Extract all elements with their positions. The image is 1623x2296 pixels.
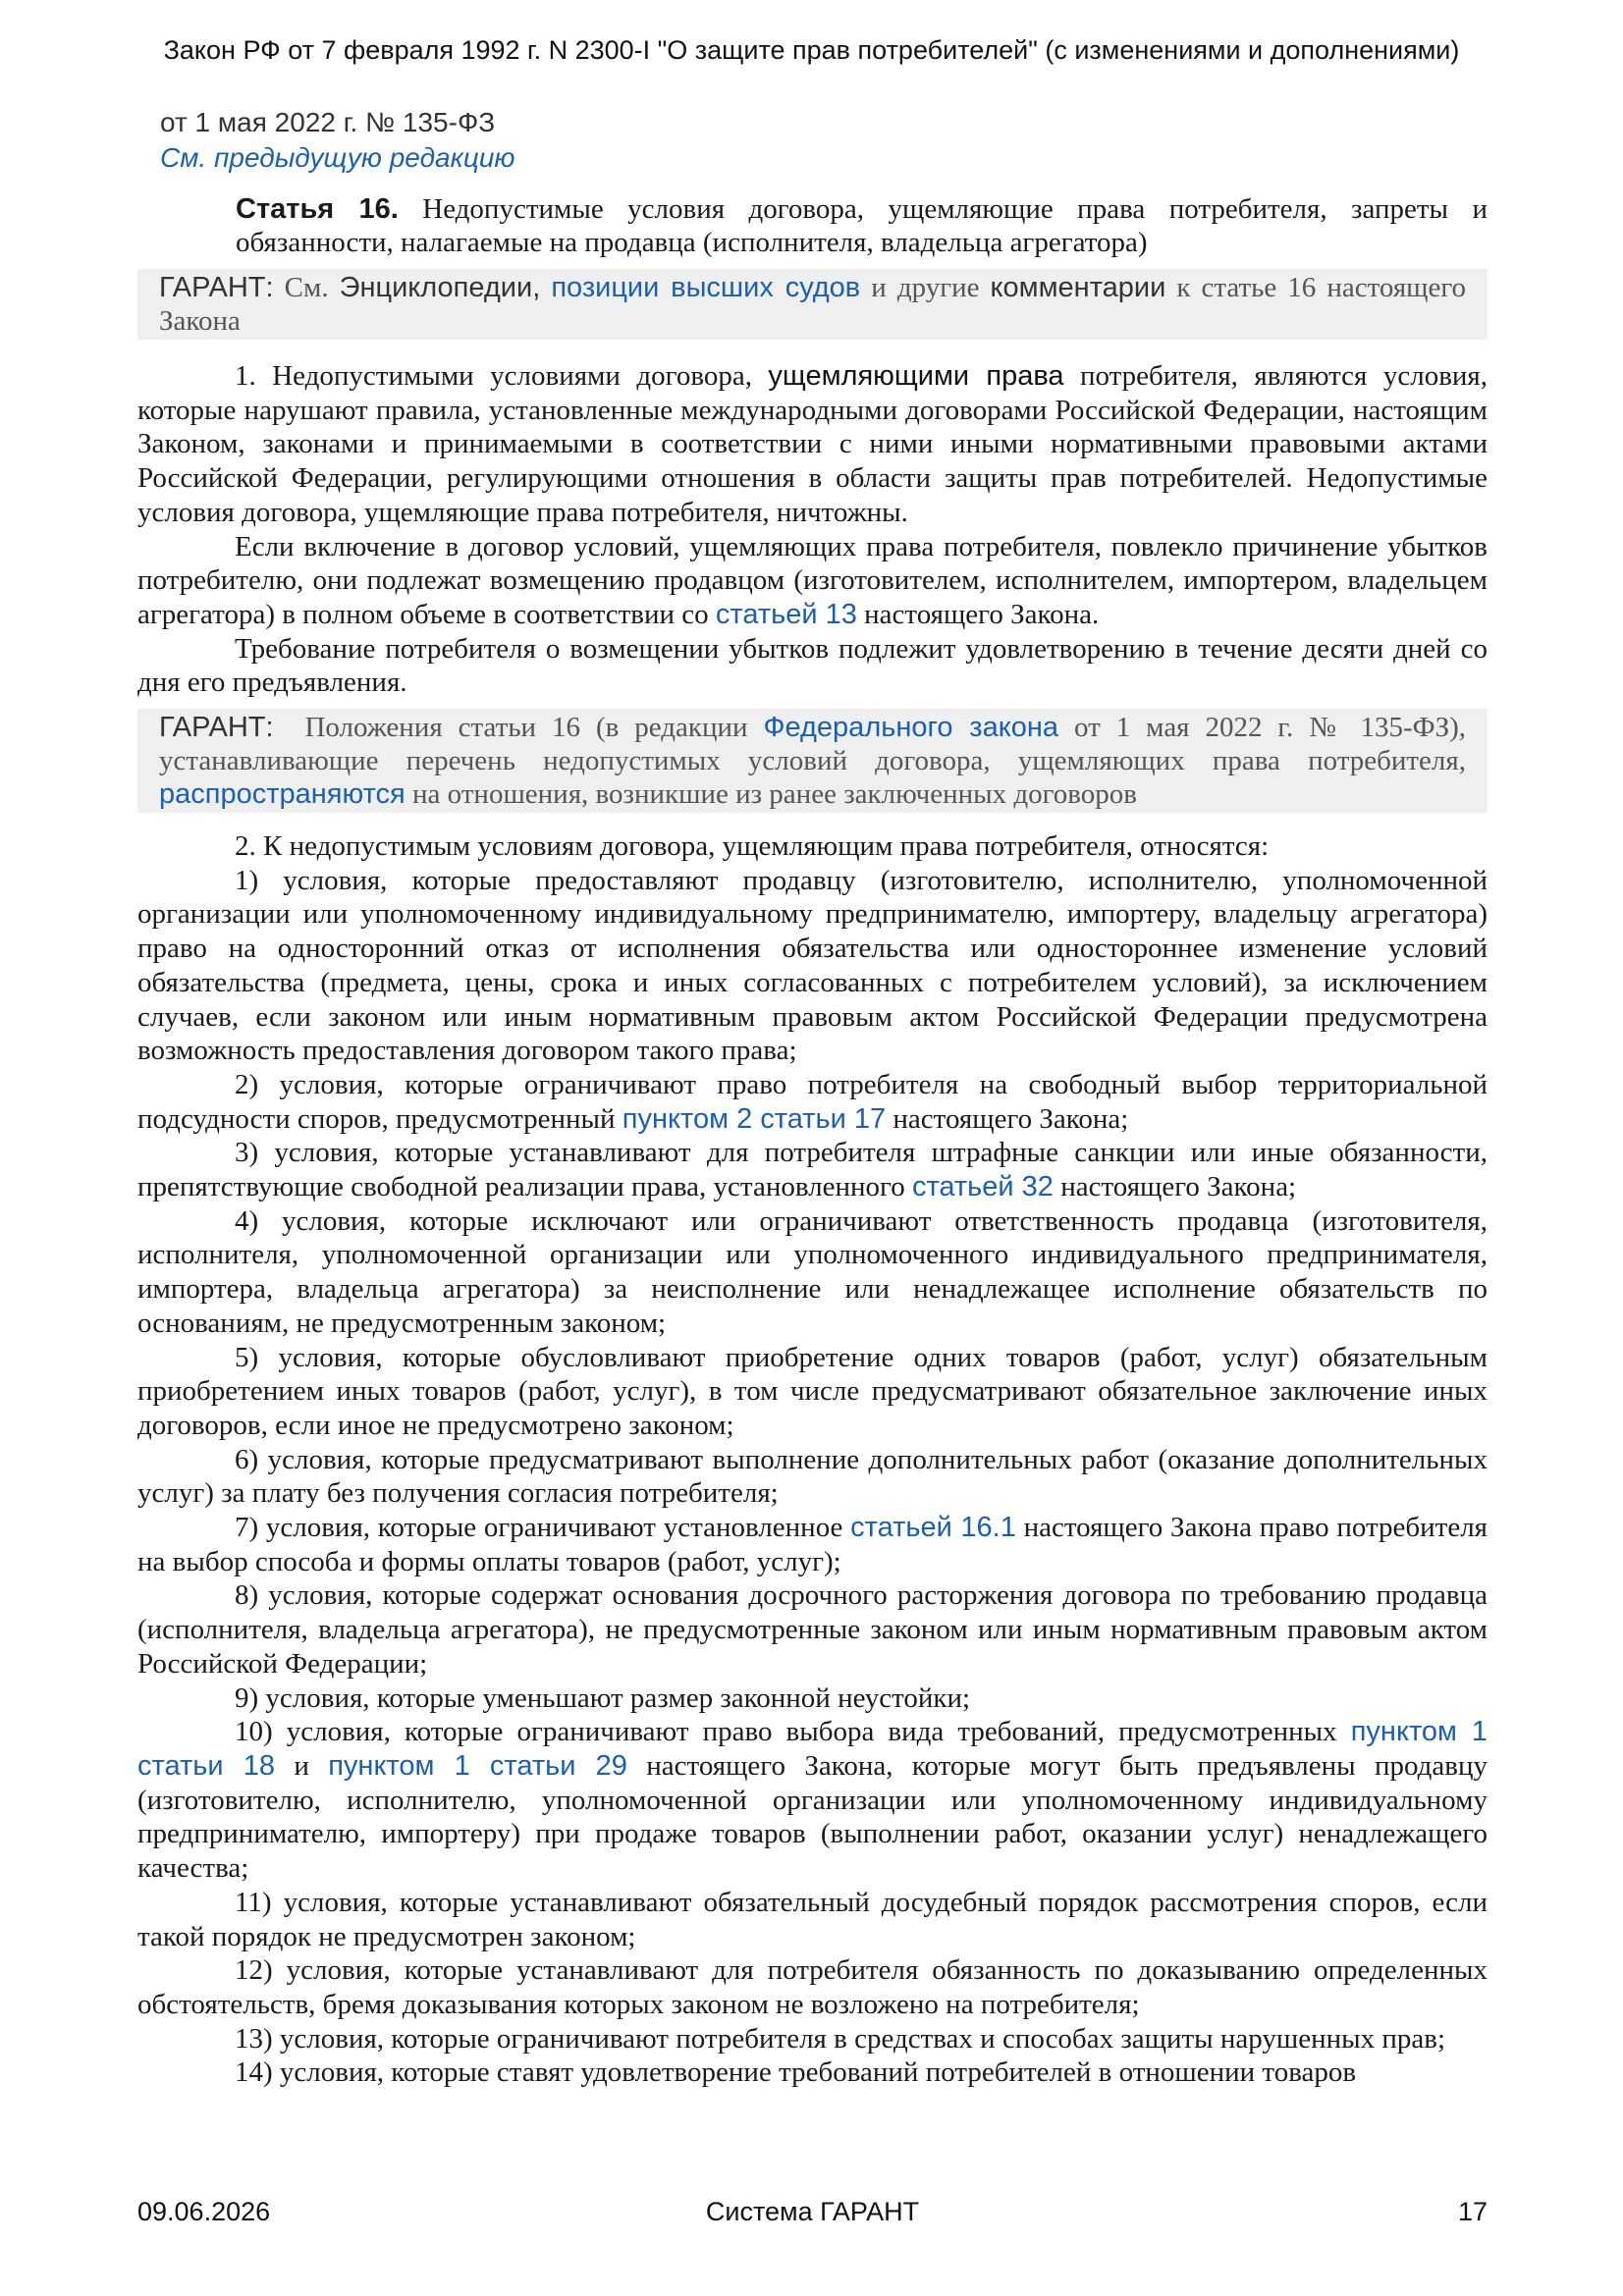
garant-text: См. xyxy=(284,272,329,303)
list-item: 14) условия, которые ставят удовлетворение требований потребителей в отношении товаров xyxy=(235,2056,1357,2089)
garant-text: Положения статьи 16 (в редакции xyxy=(304,712,748,743)
list-item: 5) условия, которые обусловливают приобретение одних товаров (работ, услуг) обязательным приобретением иных товаров (работ, услуг), в том числе предусматривают обязательное заключение иных договоров, если иное не предусмотрено законом; xyxy=(137,1341,1488,1441)
text: Если включение в договор условий, ущемляющих права потребителя, повлекло причинение убытков потребителю, они подлежат возмещению продавцом (изготовителем, исполнителем, импортером, владельцем агрегатора) в полном объеме в соответствии со xyxy=(137,530,1488,630)
list-item: 8) условия, которые содержат основания досрочного расторжения договора по требованию продавца (исполнителя, владельца агрегатора), не предусмотренные законом или иным нормативным правовым актом Российской Федерации; xyxy=(137,1579,1488,1680)
paragraph xyxy=(137,530,1488,632)
list-item: 6) условия, которые предусматривают выполнение дополнительных работ (оказание дополнительных услуг) за плату без получения согласия потребителя; xyxy=(137,1443,1488,1510)
article-heading xyxy=(236,192,1488,259)
federal-law-link[interactable]: Федерального закона xyxy=(763,712,1059,743)
section-1 xyxy=(137,359,1488,700)
article-13-link[interactable]: статьей 13 xyxy=(715,598,857,630)
text: настоящего Закона; xyxy=(1060,1171,1297,1203)
text: настоящего Закона; xyxy=(893,1102,1129,1135)
text: 2) условия, которые ограничивают право потребителя на свободный выбор территориальной подсудности споров, предусмотренный xyxy=(137,1068,1488,1135)
comments-link[interactable]: комментарии xyxy=(990,272,1166,303)
article-16-1-link[interactable]: статьей 16.1 xyxy=(850,1512,1016,1544)
encyclopedia-link[interactable]: Энциклопедии, xyxy=(339,272,541,303)
list-item xyxy=(137,1511,1488,1578)
applies-link[interactable]: распространяются xyxy=(159,778,406,810)
article-17-link[interactable]: пунктом 2 статьи 17 xyxy=(622,1102,887,1135)
text: потребителя, являются условия, которые нарушают правила, установленные международными договорами Российской Федерации, настоящим Законом, законами и принимаемыми в соответствии с ними иными нормативными правовыми актами Российской Федерации, регулирующими отношения в области защиты прав потребителей. Недопустимые условия договора, ущемляющие права потребителя, ничтожны. xyxy=(137,360,1488,528)
article-title: Недопустимые условия договора, ущемляющие права потребителя, запреты и обязанности, налагаемые на продавца (исполнителя, владельца агрегатора) xyxy=(236,193,1488,258)
text: настоящего Закона, которые могут быть предъявлены продавцу (изготовителю, исполнителю, уполномоченной организации или уполномоченному индивидуальному предпринимателю, импортеру) при продаже товаров (выполнении работ, оказании услуг) ненадлежащего качества; xyxy=(137,1749,1488,1885)
paragraph: 2. К недопустимым условиям договора, ущемляющим права потребителя, относятся: xyxy=(235,830,1270,862)
paragraph xyxy=(137,359,1488,530)
redaction-info xyxy=(160,105,514,176)
article-29-link[interactable]: пунктом 1 статьи 29 xyxy=(328,1749,627,1782)
list-item: 13) условия, которые ограничивают потребителя в средствах и способах защиты нарушенных прав; xyxy=(235,2022,1446,2055)
paragraph: Требование потребителя о возмещении убытков подлежит удовлетворению в течение десяти дней со дня его предъявления. xyxy=(137,632,1488,699)
list-item xyxy=(137,1715,1488,1886)
article-18-link[interactable]: пунктом 1 статьи 18 xyxy=(137,1716,1488,1782)
list-item xyxy=(137,1068,1488,1136)
list-item: 9) условия, которые уменьшают размер законной неустойки; xyxy=(235,1682,971,1714)
page-number: 17 xyxy=(1457,2197,1488,2226)
supreme-courts-link[interactable]: позиции высших судов xyxy=(551,272,861,303)
article-number: Статья 16. xyxy=(236,193,399,225)
garant-text: и другие xyxy=(871,272,980,303)
text: настоящего Закона право потребителя на выбор способа и формы оплаты товаров (работ, услуг); xyxy=(137,1512,1488,1577)
document-header: Закон РФ от 7 февраля 1992 г. N 2300-I "О защите прав потребителей" (с изменениями и дополнениями) xyxy=(163,35,1460,65)
garant-label: ГАРАНТ: xyxy=(159,712,274,743)
garant-text: на отношения, возникшие из ранее заключенных договоров xyxy=(412,778,1137,810)
list-item: 11) условия, которые устанавливают обязательный досудебный порядок рассмотрения споров, если такой порядок не предусмотрен законом; xyxy=(137,1886,1488,1952)
text: настоящего Закона. xyxy=(864,598,1100,630)
text: 7) условия, которые ограничивают установленное xyxy=(235,1512,843,1544)
text: 10) условия, которые ограничивают право выбора вида требований, предусмотренных xyxy=(235,1716,1337,1748)
list-item: 1) условия, которые предоставляют продавцу (изготовителю, исполнителю, уполномоченной организации или уполномоченному индивидуальному предпринимателю, импортеру, владельцу агрегатора) право на односторонний отказ от исполнения обязательства или одностороннее изменение условий обязательства (предмета, цены, срока и иных согласованных с потребителем условий), за исключением случаев, если законом или иным нормативным правовым актом Российской Федерации предусмотрена возможность предоставления договором такого права; xyxy=(137,864,1488,1067)
section-2 xyxy=(137,829,1488,2090)
garant-note-application xyxy=(137,709,1488,813)
list-item: 4) условия, которые исключают или ограничивают ответственность продавца (изготовителя, исполнителя, уполномоченной организации или уполномоченного индивидуального предпринимателя, импортера, владельца агрегатора) за неисполнение или ненадлежащее исполнение обязательств по основаниям, не предусмотренным законом; xyxy=(137,1204,1488,1339)
article-32-link[interactable]: статьей 32 xyxy=(911,1171,1054,1203)
text: и xyxy=(294,1749,309,1782)
term-link[interactable]: ущемляющими права xyxy=(768,360,1064,392)
garant-note-commentary xyxy=(137,269,1488,340)
system-name: Система ГАРАНТ xyxy=(705,2197,920,2226)
list-item xyxy=(137,1136,1488,1203)
text: 1. Недопустимыми условиями договора, xyxy=(235,360,752,392)
text: 3) условия, которые устанавливают для потребителя штрафные санкции или иные обязанности, препятствующие свободной реализации права, установленного xyxy=(137,1137,1488,1203)
redaction-date: от 1 мая 2022 г. № 135-ФЗ xyxy=(160,107,496,137)
print-date: 09.06.2026 xyxy=(137,2197,271,2226)
previous-edition-link[interactable]: См. предыдущую редакцию xyxy=(160,142,515,173)
garant-text: от 1 мая 2022 г. № 135-ФЗ), устанавливающие перечень недопустимых условий договора, ущемляющих права потребителя, xyxy=(159,712,1467,776)
garant-text: к статье 16 настоящего Закона xyxy=(159,272,1467,337)
list-item: 12) условия, которые устанавливают для потребителя обязанность по доказыванию определенных обстоятельств, бремя доказывания которых законом не возложено на потребителя; xyxy=(137,1954,1488,2020)
garant-label: ГАРАНТ: xyxy=(159,272,274,303)
